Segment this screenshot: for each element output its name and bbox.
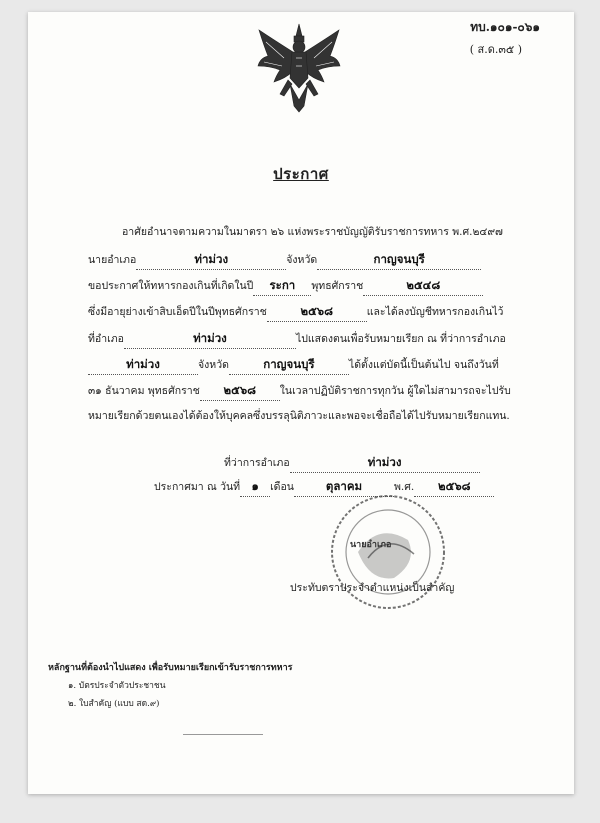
announcement-sheet [28, 12, 574, 794]
be-label: พุทธศักราช [311, 280, 364, 292]
evidence-heading: หลักฐานที่ต้องนำไปแสดง เพื่อรับหมายเรียกเข้ารับราชการทหาร [48, 663, 293, 673]
seal-title: นายอำเภอ [350, 540, 392, 550]
stamp-caption: ประทับตราประจำตำแหน่งเป็นสำคัญ [290, 582, 455, 594]
deadline-tail: ในเวลาปฏิบัติราชการทุกวัน ผู้ใดไม่สามารถจะไปรับ [279, 385, 511, 397]
birth-year-label: ขอประกาศให้ทหารกองเกินที่เกิดในปี [88, 280, 254, 292]
birth-be-value: ๒๕๔๘ [406, 278, 441, 292]
deadline-head: ๓๑ ธันวาคม พุทธศักราช [88, 385, 200, 397]
office-label: ที่ว่าการอำเภอ [224, 457, 290, 469]
garuda-emblem-icon [254, 22, 344, 114]
age-year-label: ซึ่งมีอายุย่างเข้าสิบเอ็ดปีในปีพุทธศักราช [88, 306, 267, 318]
deadline-year-value: ๒๕๖๘ [223, 383, 257, 397]
province-label: จังหวัด [286, 254, 318, 266]
line-district [88, 251, 481, 270]
year-value: ๒๕๖๘ [438, 479, 471, 493]
evidence-item: ๑. บัตรประจำตัวประชาชน [68, 681, 166, 691]
line-age-year [88, 303, 503, 322]
line-show-place [88, 356, 499, 375]
month-value: ตุลาคม [325, 479, 363, 493]
evidence-item: ๒. ใบสำคัญ (แบบ สด.๙) [68, 699, 160, 709]
line-deadline [88, 382, 511, 401]
year-label: พ.ศ. [394, 481, 415, 493]
show-province-value: กาญจนบุรี [263, 357, 315, 371]
legal-basis-line: อาศัยอำนาจตามความในมาตรา ๒๖ แห่งพระราชบัญญัติรับราชการทหาร พ.ศ.๒๔๙๗ [122, 226, 503, 238]
district-value: ท่าม่วง [194, 252, 229, 266]
office-value: ท่าม่วง [367, 455, 402, 469]
day-value: ๑ [251, 479, 259, 493]
form-code: ทบ.๑๐๑-๐๖๑ [470, 20, 540, 34]
form-reference: ( ส.ด.๓๕ ) [469, 43, 522, 56]
document-title: ประกาศ [273, 165, 329, 183]
line-birth-year [88, 277, 483, 296]
footer-divider [183, 734, 263, 735]
age-year-value: ๒๕๖๘ [300, 304, 333, 318]
show-province-label: จังหวัด [198, 359, 229, 371]
from-now-tail: ได้ตั้งแต่บัดนี้เป็นต้นไป จนถึงวันที่ [348, 359, 499, 371]
district-label: นายอำเภอ [88, 254, 137, 266]
announced-label: ประกาศมา ณ วันที่ [154, 481, 241, 493]
reg-district-value: ท่าม่วง [193, 331, 227, 345]
registered-tail: และได้ลงบัญชีทหารกองเกินไว้ [366, 306, 504, 318]
report-tail: ไปแสดงตนเพื่อรับหมายเรียก ณ ที่ว่าการอำเภอ [295, 333, 506, 345]
line-office [224, 454, 480, 473]
show-district-value: ท่าม่วง [126, 357, 160, 371]
province-value: กาญจนบุรี [373, 252, 425, 266]
line-proxy: หมายเรียกด้วยตนเองได้ต้องให้บุคคลซึ่งบรรลุนิติภาวะและพอจะเชื่อถือได้ไปรับหมายเรียกแทน. [88, 410, 510, 422]
birth-year-value: ระกา [269, 278, 296, 292]
month-label: เดือน [270, 481, 294, 493]
line-registered-district [88, 330, 506, 349]
reg-district-label: ที่อำเภอ [88, 333, 124, 345]
